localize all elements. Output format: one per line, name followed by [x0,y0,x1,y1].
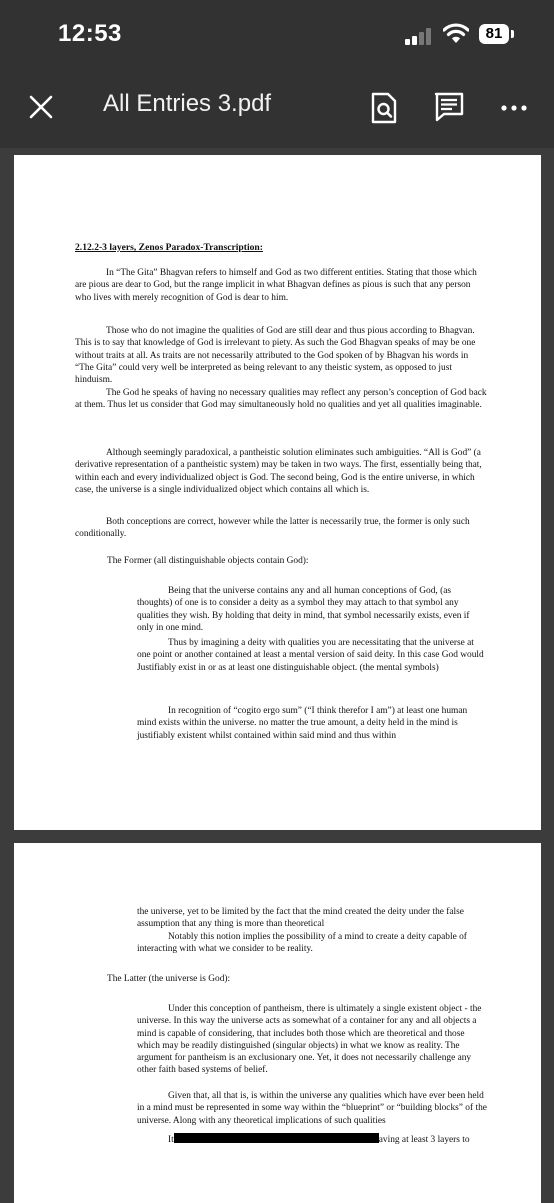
paragraph: Given that, all that is, is within the universe any qualities which have ever been held in a mind must be represented in some way within the “blueprint” or “building blocks” of the universe. Along with any theoretical implications of such qualities [137,1091,487,1126]
paragraph: The God he speaks of having no necessary qualities may reflect any person’s conception of God back at them. Thus let us consider that God may simultaneously hold no qualities and yet all qualities imaginable. [75,388,487,411]
document-title: All Entries 3.pdf [103,90,272,117]
paragraph: Thus by imagining a deity with qualities you are necessitating that the universe at one point or another contained at least a mental version of said deity. In this case God would Justifiably exist in or as at least one distinguishable object. (the mental symbols) [137,638,484,673]
paragraph: In recognition of “cogito ergo sum” (“I think therefor I am”) at least one human mind exists within the universe. no matter the true amount, a deity held in the mind is justifiably existent whilst contained within said mind and thus within [137,706,468,741]
comment-icon[interactable] [434,92,464,122]
paragraph: In “The Gita” Bhagvan refers to himself and God as two different entities. Stating that those which are pious are dear to God, but the range implicit in what Bhagvan defines as pious is such that any person who lives with merely recognition of God is dear to him. [75,268,477,303]
paragraph: Both conceptions are correct, however while the latter is necessarily true, the former is only such conditionally. [75,517,470,540]
close-icon[interactable] [28,94,54,120]
pdf-page-1 [14,155,541,830]
more-options-icon[interactable] [500,98,528,118]
paragraph: the universe, yet to be limited by the fact that the mind created the deity under the false assumption that any thing is more than theoretical [137,907,464,930]
viewer-toolbar [0,70,554,148]
status-time: 12:53 [58,20,122,47]
wifi-icon [443,22,469,44]
find-in-document-icon[interactable] [370,92,398,124]
section-heading: 2.12.2-3 layers, Zenos Paradox-Transcription: [75,242,263,253]
status-bar [0,0,554,70]
paragraph-redacted [137,1133,487,1146]
paragraph: Under this conception of pantheism, there is ultimately a single existent object - the universe. In this way the universe acts as somewhat of a container for any and all objects a mind is capable of considering, that includes both those which are theoretical and those which may be readily distinguished (singular objects) in what we know as reality. The argument for pantheism is an exclusionary one. Yet, it does not necessarily challenge any other faith based systems of belief. [137,1004,482,1076]
battery-level: 81 [479,24,509,44]
pdf-page-2 [14,843,541,1203]
subsection-label-latter: The Latter (the universe is God): [107,974,231,984]
paragraph: Being that the universe contains any and all human conceptions of God, (as thoughts) of one is to consider a deity as a symbol they may attach to that symbol any qualities they wish. By holding that deity in mind, that symbol necessarily exists, even if only in one mind. [137,586,470,633]
battery-icon [511,30,514,38]
redaction-mark [174,1133,379,1143]
subsection-label-former: The Former (all distinguishable objects contain God): [107,556,309,566]
text-fragment: aving at least 3 layers to [378,1135,470,1145]
paragraph: Although seemingly paradoxical, a pantheistic solution eliminates such ambiguities. “All is God” (a derivative representation of a pantheistic system) may be taken in two ways. The first, essentially being that, within each and every individualized object is God. The second being, God is the entire universe, in which case, the universe is a single individualized object which contains all which is. [75,448,482,495]
paragraph: Notably this notion implies the possibility of a mind to create a deity capable of interacting with what we consider to be reality. [137,932,467,955]
cellular-signal-icon [405,27,435,45]
paragraph: Those who do not imagine the qualities of God are still dear and thus pious according to Bhagvan. This is to say that knowledge of God is irrelevant to piety. As such the God Bhagvan speaks of may be one without traits at all. As traits are not necessarily attributed to the God spoken of by Bhagvan his words in “The Gita” could very well be interpreted as being relevant to any theistic system, as opposed to just hinduism. [75,326,476,386]
text-fragment: It [168,1135,174,1145]
